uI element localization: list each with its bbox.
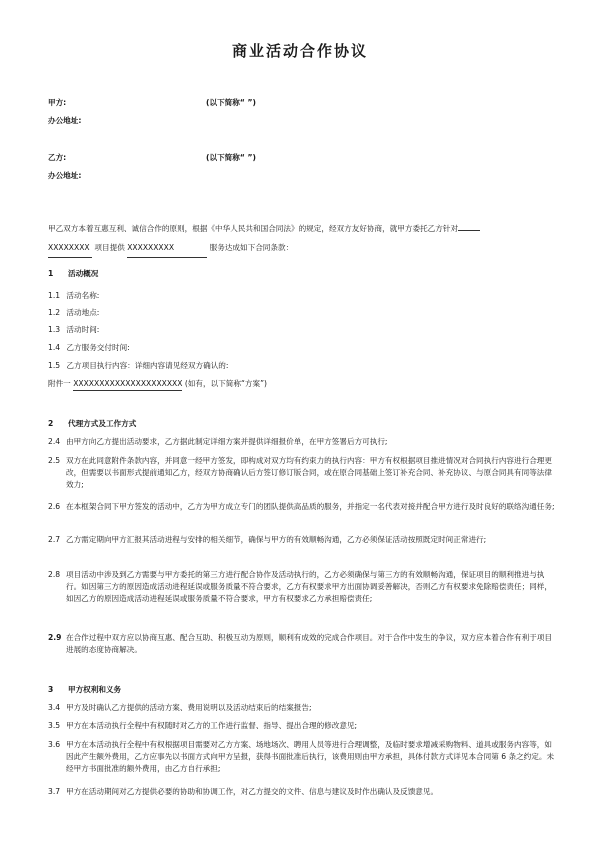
intro-paragraph <box>48 219 558 258</box>
section-3-title: 甲方权利和义务 <box>68 685 122 694</box>
section-3-heading <box>48 684 121 696</box>
party-b-alias: (以下简称“ ”) <box>206 153 256 162</box>
section-2-number: 2 <box>48 419 54 428</box>
list-item: 3.4 甲方及时确认乙方提供的活动方案、费用说明以及活动结束后的结案报告; <box>48 703 312 712</box>
section-2-title: 代理方式及工作方式 <box>68 419 137 428</box>
list-item: 3.7 甲方在活动期间对乙方提供必要的协助和协调工作，对乙方提交的文件、信息与建议及时作出确认及反馈意见。 <box>48 787 439 796</box>
section-1-number: 1 <box>48 269 54 278</box>
party-a-alias: (以下简称“ ”) <box>206 98 256 107</box>
list-item: 1.3 活动时间: <box>48 325 100 334</box>
intro-text-2: 项目提供 <box>94 243 125 252</box>
party-b-label: 乙方: <box>48 153 67 162</box>
list-item: 1.1 活动名称: <box>48 291 100 300</box>
attachment-blank: XXXXXXXXXXXXXXXXXXXXX <box>73 378 182 391</box>
list-item: 2.4 由甲方向乙方提出活动要求，乙方据此制定详细方案并提供详细报价单，在甲方签署后方可执行; <box>48 437 388 446</box>
intro-text-3: 服务达成如下合同条款： <box>209 243 294 252</box>
party-a-label: 甲方: <box>48 98 67 107</box>
list-item: 2.9 在合作过程中双方应以协商互惠、配合互助、积极互动为原则，顺利有成效的完成合作项目。对于合作中发生的争议，双方应本着合作有利于项目进展的态度协商解决。 <box>48 633 552 654</box>
party-a-address-label: 办公地址: <box>48 116 82 125</box>
attachment-line <box>48 378 267 391</box>
list-item: 2.7 乙方需定期向甲方汇报其活动进程与安排的相关细节，确保与甲方的有效顺畅沟通，乙方必须保证活动按照既定时间正常进行; <box>48 535 487 544</box>
intro-blank-1: XXXXXXXX <box>48 238 92 258</box>
section-1-title: 活动概况 <box>68 269 99 278</box>
list-item: 2.6 在本框架合同下甲方签发的活动中，乙方为甲方成立专门的团队提供高品质的服务，并指定一名代表对接并配合甲方进行及时良好的联络沟通任务; <box>48 502 555 511</box>
list-item: 3.5 甲方在本活动执行全程中有权随时对乙方的工作进行监督、指导、提出合理的修改意见; <box>48 721 358 730</box>
list-item: 2.5 双方在此同意附件条款内容，并同意一经甲方签发，即构成对双方均有约束力的执行内容：甲方有权根据项目推进情况对合同执行内容进行合理更改，但需要以书面形式提前通知乙方，经双方协商确认后方签订修订版合同，或在原合同基础上签订补充合同、补充协议、与原合同具有同等法律效力; <box>48 456 552 489</box>
section-3-number: 3 <box>48 685 54 694</box>
list-item: 2.8 项目活动中涉及到乙方需要与甲方委托的第三方进行配合协作及活动执行的，乙方必须确保与第三方的有效顺畅沟通，保证项目的顺利推进与执行。如因第三方的原因造成活动进程延误或服务质量不符合要求，乙方有权要求甲方出面协调妥善解决，否则乙方有权要求免除赔偿责任；同样，如因乙方的原因造成活动进程延误或服务质量不符合要求，甲方有权要求乙方承担赔偿责任; <box>48 570 552 603</box>
intro-blank-2: XXXXXXXXX <box>127 238 207 258</box>
attachment-suffix: (如有，以下简称“方案”) <box>184 379 268 388</box>
section-1-heading <box>48 268 98 280</box>
list-item: 3.6 甲方在本活动执行全程中有权根据项目需要对乙方方案、场地场次、聘用人员等进行合理调整，及临时要求增减采购物料、道具或服务内容等，如因此产生额外费用，乙方应事先以书面方式向甲方呈报，获得书面批准后执行，该费用则由甲方承担，具体付款方式详见本合同第 6 条之约定。未经甲方书面批准的额外费用，由乙方自行承担; <box>48 740 555 773</box>
document-title: 商业活动合作协议 <box>231 42 368 60</box>
section-2-heading <box>48 418 136 430</box>
list-item: 1.2 活动地点: <box>48 308 100 317</box>
list-item: 1.4 乙方服务交付时间: <box>48 343 130 352</box>
party-b-address-label: 办公地址: <box>48 171 82 180</box>
intro-text-1: 甲乙双方本着互惠互利、诚信合作的原则，根据《中华人民共和国合同法》的规定，经双方友好协商，就甲方委托乙方针对 <box>48 224 459 233</box>
intro-blank-0 <box>458 230 480 231</box>
attachment-prefix: 附件一 <box>48 379 71 388</box>
list-item: 1.5 乙方项目执行内容：详细内容请见经双方确认的: <box>48 361 229 370</box>
